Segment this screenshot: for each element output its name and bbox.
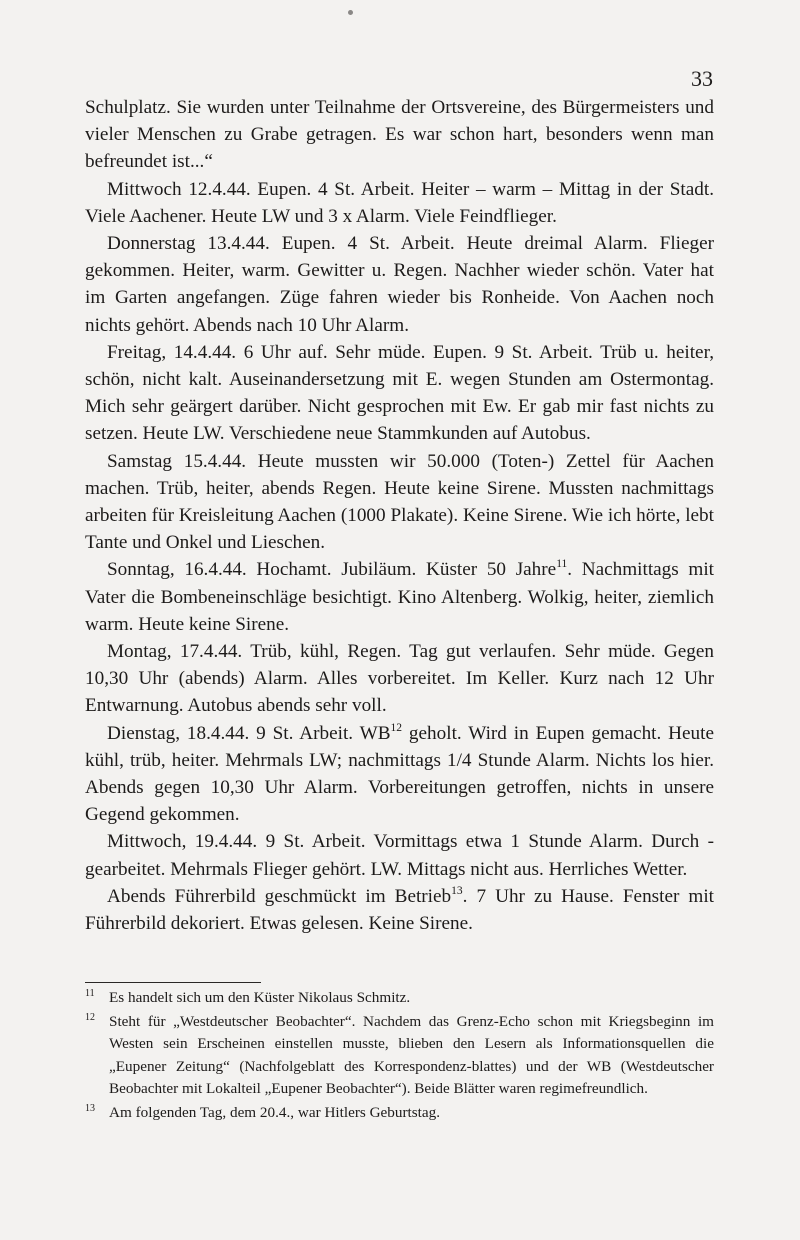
ink-speck — [348, 10, 353, 15]
diary-text — [85, 94, 714, 937]
footnote-number: 12 — [85, 1012, 95, 1024]
entry-wednesday-12-4: Mittwoch 12.4.44. Eupen. 4 St. Arbeit. Heiter – warm – Mittag in der Stadt. Viele Aachener. Heute LW und 3 x Alarm. Viele Feindflieger. — [85, 178, 714, 227]
footnote-separator — [85, 982, 261, 983]
entry-saturday-15-4: Samstag 15.4.44. Heute mussten wir 50.000 (Toten-) Zettel für Aachen machen. Trüb, heiter, abends Regen. Heute keine Sirene. Mussten nachmittags arbeiten für Kreisleitung Aachen (1000 Plakate). Keine Sirene. Wie ich hörte, lebt Tante und Onkel und Lieschen. — [85, 450, 714, 554]
footnote-number: 13 — [85, 1103, 95, 1115]
entry-text: Dienstag, 18.4.44. 9 St. Arbeit. WB — [107, 722, 391, 744]
entry-evening-19-4 — [85, 883, 714, 937]
footnote-ref-11[interactable]: 11 — [556, 558, 568, 571]
entry-text: Sonntag, 16.4.44. Hochamt. Jubiläum. Küster 50 Jahre — [107, 559, 557, 581]
footnote-text: Steht für „Westdeutscher Beobachter“. Nachdem das Grenz-Echo schon mit Kriegsbeginn im Westen sein Erscheinen einstellen musste, blieben den Lesern als Informationsquellen die „Eupener Zeitung“ (Nachfolgeblatt des Korrespondenz-blattes) und der WB (Westdeutscher Beobachter mit Lokalteil „Eupener Beobachter“). Beide Blätter waren regimefreundlich. — [109, 1013, 714, 1097]
entry-thursday-13-4: Donnerstag 13.4.44. Eupen. 4 St. Arbeit. Heute dreimal Alarm. Flieger gekommen. Heiter, warm. Gewitter u. Regen. Nachher wieder schön. Vater hat im Garten angefangen. Züge fahren wieder bis Ronheide. Von Aachen noch nichts gehört. Abends nach 10 Uhr Alarm. — [85, 233, 714, 336]
footnote-ref-12[interactable]: 12 — [390, 721, 403, 734]
entry-monday-17-4: Montag, 17.4.44. Trüb, kühl, Regen. Tag gut verlaufen. Sehr müde. Gegen 10,30 Uhr (abends) Alarm. Alles vorbereitet. Im Keller. Kurz nach 12 Uhr Entwarnung. Autobus abends sehr voll. — [85, 641, 714, 717]
entry-text: . Nachmittags mit Vater die Bombeneinschläge besichtigt. Kino Altenberg. Wolkig, heiter, ziemlich warm. Heute keine Sirene. — [85, 559, 714, 635]
footnotes — [85, 987, 714, 1126]
footnote-11 — [85, 987, 714, 1009]
footnote-13 — [85, 1102, 714, 1124]
footnote-text: Es handelt sich um den Küster Nikolaus Schmitz. — [109, 989, 411, 1006]
entry-wednesday-19-4: Mittwoch, 19.4.44. 9 St. Arbeit. Vormittags etwa 1 Stunde Alarm. Durch -gearbeitet. Mehrmals Flieger gehört. LW. Mittags nicht aus. Herrliches Wetter. — [85, 831, 714, 880]
entry-sunday-16-4 — [85, 556, 714, 638]
footnote-12 — [85, 1011, 714, 1100]
footnote-text: Am folgenden Tag, dem 20.4., war Hitlers Geburtstag. — [109, 1104, 441, 1122]
entry-text: Abends Führerbild geschmückt im Betrieb — [107, 885, 452, 907]
footnote-number: 11 — [85, 988, 95, 999]
entry-text: geholt. Wird in Eupen gemacht. Heute kühl, trüb, heiter. Mehrmals LW; nachmittags 1/4 Stunde Alarm. Nichts los hier. Abends gegen 10,30 Uhr Alarm. Vorbereitungen getroffen, nichts in unsere Gegend gekommen. — [85, 722, 714, 826]
entry-friday-14-4: Freitag, 14.4.44. 6 Uhr auf. Sehr müde. Eupen. 9 St. Arbeit. Trüb u. heiter, schön, nicht kalt. Auseinandersetzung mit E. wegen Stunden am Ostermontag. Mich sehr geärgert darüber. Nicht gesprochen mit Ew. Er gab mir fast nichts zu setzen. Heute LW. Verschiedene neue Stammkunden auf Autobus. — [85, 341, 714, 445]
entry-text: . 7 Uhr zu Hause. Fenster mit Führerbild dekoriert. Etwas gelesen. Keine Sirene. — [85, 885, 714, 935]
footnote-ref-13[interactable]: 13 — [451, 884, 463, 897]
entry-tuesday-18-4 — [85, 720, 714, 829]
paragraph-continuation: Schulplatz. Sie wurden unter Teilnahme der Ortsvereine, des Bürgermeisters und vieler Menschen zu Grabe getragen. Es war schon hart, besonders wenn man befreundet ist...“ — [85, 97, 714, 173]
page-number: 33 — [691, 66, 713, 91]
